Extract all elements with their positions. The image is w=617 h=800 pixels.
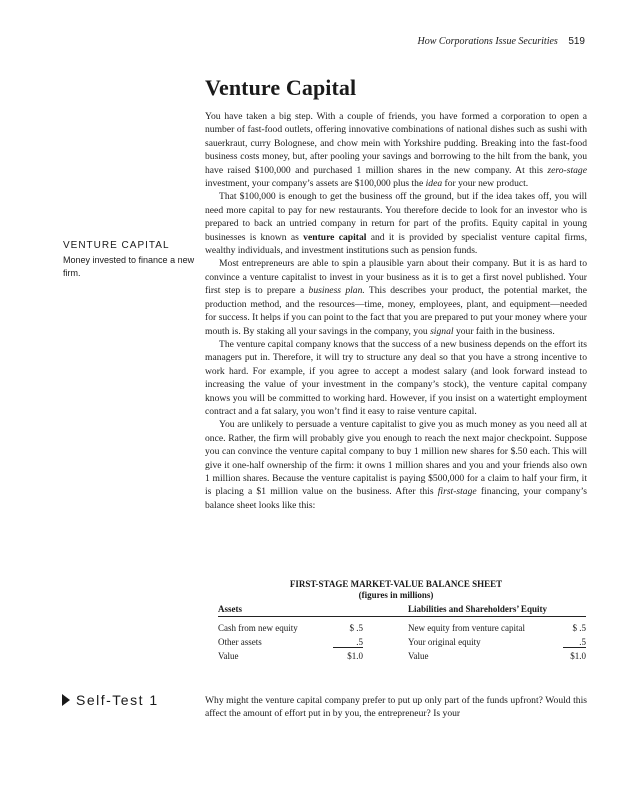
balance-sheet-title xyxy=(205,579,587,601)
text-run: and it is provided by specialist venture capital firms, wealthy individuals, and investment institutions such as pension funds. xyxy=(205,231,587,257)
text-run: your faith in the business. xyxy=(453,325,555,337)
self-test-title: Self-Test 1 xyxy=(76,692,159,708)
page-number: 519 xyxy=(568,36,585,47)
running-header xyxy=(418,36,585,47)
paragraph-4: The venture capital company knows that the success of a new business depends on the effort its managers put in. Therefore, it will try to structure any deal so that you have a strong incentive to work hard. For example, if you agree to accept a modest salary (and look forward instead to increasing the value of your investment in the company’s stock), the venture capital company knows you will be committed to working hard. However, if you insist on a watertight employment contract and a fat salary, you won’t find it easy to raise venture capital. xyxy=(205,338,587,417)
balance-sheet-heading: FIRST-STAGE MARKET-VALUE BALANCE SHEET xyxy=(289,579,503,589)
asset-label: Cash from new equity xyxy=(218,623,298,633)
self-test-label xyxy=(62,692,159,708)
emphasis: signal xyxy=(430,325,454,337)
asset-value: $1.0 xyxy=(347,651,363,661)
asset-value: .5 xyxy=(333,637,363,648)
section-title: Venture Capital xyxy=(205,75,357,100)
key-term: venture capital xyxy=(303,231,367,243)
table-row xyxy=(218,621,586,635)
liability-value: $ .5 xyxy=(572,623,586,633)
text-run: You are unlikely to persuade a venture capitalist to give you as much money as you need all at once. Rather, the firm will probably give you enough to reach the next major checkpoint. Suppose you can convince the venture capital company to buy 1 million new shares for $.50 each. This will give it one-half ownership of the firm: it owns 1 million shares and you and your friends also own 1 million shares. Because the venture capitalist is paying $500,000 for a claim to half your firm, it is placing a $1 million value on the business. After this xyxy=(205,419,587,498)
liability-value: .5 xyxy=(563,637,586,648)
margin-note xyxy=(63,240,198,279)
asset-value: $ .5 xyxy=(349,623,363,633)
paragraph-5 xyxy=(205,418,587,512)
asset-label: Value xyxy=(218,651,239,661)
text-run: Most entrepreneurs are able to spin a plausible yarn about their company. But it is as hard to convince a venture capitalist to invest in your business as it is to get a first novel published. Your first step is to prepare a xyxy=(205,258,587,297)
liability-label: New equity from venture capital xyxy=(408,623,525,633)
text-run: for your new product. xyxy=(442,178,529,190)
running-title: How Corporations Issue Securities xyxy=(417,36,558,47)
balance-sheet xyxy=(218,604,586,663)
triangle-bullet-icon xyxy=(62,694,70,706)
margin-term: VENTURE CAPITAL xyxy=(63,240,170,251)
liability-label: Your original equity xyxy=(408,637,481,647)
text-run: That $100,000 is enough to get the business off the ground, but if the idea takes off, you will need more capital to pay for new restaurants. You therefore decide to look for an investor who is prepared to back an untried company in return for part of the profits. Equity capital in young businesses is known as xyxy=(205,191,587,243)
asset-label: Other assets xyxy=(218,637,262,647)
text-run: financing, your company’s balance sheet looks like this: xyxy=(205,486,587,511)
margin-definition: Money invested to finance a new firm. xyxy=(63,255,195,278)
self-test-question xyxy=(205,694,587,721)
emphasis: business plan. xyxy=(308,285,365,297)
emphasis: first-stage xyxy=(437,486,477,498)
text-run: You have taken a big step. With a couple of friends, you have formed a corporation to open a number of fast-food outlets, offering innovative combinations of national dishes such as sushi with sauerkraut, curry Bolognese, and chow mein with Yorkshire pudding. Breaking into the fast-food business costs money, but, after pooling your savings and borrowing to the hilt from the bank, you have raised $100,000 and purchased 1 million shares in the new company. At this xyxy=(205,111,587,176)
liabilities-header: Liabilities and Shareholders’ Equity xyxy=(408,604,547,614)
assets-header: Assets xyxy=(218,604,242,614)
liability-label: Value xyxy=(408,651,429,661)
paragraph-2 xyxy=(205,190,587,257)
paragraph-3 xyxy=(205,257,587,337)
body-text xyxy=(205,110,587,512)
self-test-text: Why might the venture capital company prefer to put up only part of the funds upfront? Would this affect the amount of effort put in by you, the entrepreneur? Is your xyxy=(205,695,587,720)
balance-sheet-subtitle: (figures in millions) xyxy=(358,590,434,600)
text-run: This describes your product, the potential market, the production method, and the resources—time, money, employees, plant, and equipment—needed for success. It helps if you can point to the fact that you are prepared to put your money where your mouth is. By staking all your savings in the company, you xyxy=(205,285,587,337)
table-row xyxy=(218,649,586,663)
emphasis: zero-stage xyxy=(547,164,587,176)
balance-sheet-header xyxy=(218,604,586,617)
liability-value: $1.0 xyxy=(570,651,586,661)
table-row xyxy=(218,635,586,649)
emphasis: idea xyxy=(425,178,443,190)
text-run: investment, your company’s assets are $100,000 plus the xyxy=(205,178,426,190)
paragraph-1 xyxy=(205,110,587,190)
